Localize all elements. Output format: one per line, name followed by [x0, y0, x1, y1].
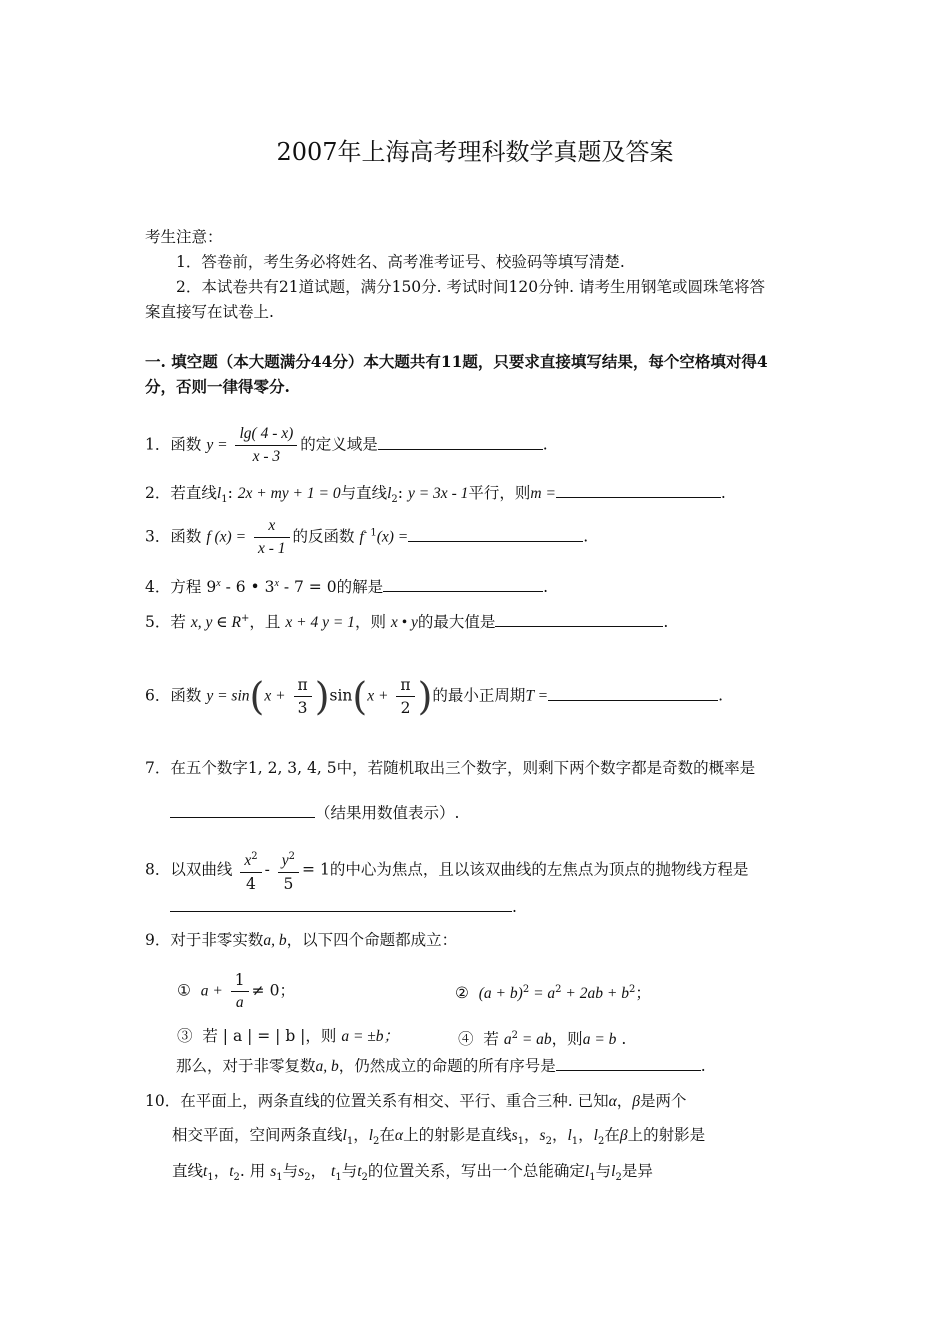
q8-fraction-1 — [240, 846, 261, 895]
q9-o3b: a = ±b； — [341, 1028, 400, 1045]
option-marker: ④ — [458, 1030, 474, 1049]
q3-text: 函数 — [170, 527, 202, 546]
q2-text: 若直线 — [170, 484, 217, 502]
q3-f: f — [359, 528, 364, 546]
q3-fraction — [254, 515, 290, 560]
q8-num1: x — [244, 852, 252, 870]
option-marker: ② — [455, 984, 469, 1003]
q9-final — [176, 1055, 706, 1078]
q10-s2: s — [539, 1127, 546, 1144]
q5-and: ，且 — [249, 613, 281, 632]
q2-l2-sub: 2 — [391, 494, 398, 506]
question-9 — [145, 929, 457, 952]
question-4 — [145, 573, 548, 598]
q10-line3b: . 用 — [239, 1162, 266, 1180]
answer-blank-5[interactable] — [495, 612, 663, 627]
q8-den1: 4 — [246, 875, 256, 894]
q5-end: . — [663, 613, 669, 632]
q10-alpha: α — [608, 1093, 617, 1110]
q4-eq3: - 7 = 0 — [278, 578, 337, 597]
q1-end: . — [542, 435, 548, 454]
question-8 — [145, 846, 748, 895]
q10-text: 在平面上，两条直线的位置关系有相交、平行、重合三种. 已知 — [180, 1092, 609, 1110]
question-6 — [145, 674, 723, 719]
answer-blank-2[interactable] — [556, 483, 721, 498]
q4-exp2: x — [274, 578, 279, 589]
q10-l2c-sub: 2 — [615, 1172, 622, 1184]
q6-sin2: sin — [329, 686, 353, 705]
q6-paren-close: ) — [314, 674, 330, 719]
q10-line3c: 的位置关系，写出一个总能确定 — [367, 1162, 585, 1180]
section-heading: 一. 填空题（本大题满分44分）本大题共有11题，只要求直接填写结果，每个空格填对得4 — [145, 352, 768, 371]
q10-l1b: l — [567, 1127, 572, 1144]
q9-o2c: + 2ab + b — [561, 985, 629, 1003]
q9-o1-den: a — [235, 994, 244, 1011]
q2-post: 平行，则 — [468, 484, 531, 502]
q10-t2: t — [229, 1163, 234, 1180]
question-number: 1． — [145, 435, 171, 454]
q10-line3a: 直线 — [172, 1162, 204, 1180]
q10-comma-7: ， — [310, 1162, 327, 1180]
q9-o1a: a + — [200, 982, 223, 1000]
q10-l2c: l — [611, 1163, 616, 1180]
q2-m: m = — [530, 485, 556, 502]
q10-l1-sub: 1 — [346, 1136, 354, 1148]
q9-o2d: ； — [635, 984, 651, 1003]
q5-post: 的最大值是 — [417, 613, 496, 632]
answer-blank-8[interactable] — [170, 897, 512, 912]
q9-o3a: 若 | a | = | b |，则 — [202, 1027, 337, 1045]
q1-fraction — [235, 423, 297, 468]
q10-l2: l — [368, 1127, 374, 1144]
q2-mid: 与直线 — [340, 484, 388, 502]
q10-l2-sub: 2 — [373, 1136, 380, 1148]
question-number: 8． — [145, 860, 171, 879]
q2-l1: l — [216, 485, 222, 502]
q9-o4c: = ab — [517, 1031, 552, 1049]
q6-den1: 3 — [297, 699, 308, 717]
q9-post: ，以下四个命题都成立： — [286, 931, 458, 949]
q9-o1-num: 1 — [231, 969, 249, 992]
question-number: 4． — [145, 578, 171, 597]
q1-denominator: x - 3 — [252, 448, 281, 465]
q10-s2c: s — [298, 1163, 305, 1180]
q8-minus: - — [264, 860, 270, 879]
q8-num2: y — [281, 852, 289, 870]
q6-end: . — [718, 686, 724, 705]
q9-o4d: ，则 — [551, 1030, 583, 1049]
q9-end: . — [700, 1057, 706, 1075]
q6-arg2: x + — [367, 687, 389, 705]
q9-option-3 — [177, 1025, 399, 1048]
q10-comma-3: ， — [524, 1126, 540, 1144]
q10-s1c: s — [270, 1163, 277, 1180]
q9-o4e: a = b — [582, 1031, 617, 1049]
q6-T: T = — [525, 687, 549, 705]
q2-colon: : — [227, 484, 233, 502]
q2-colon2: : — [397, 484, 404, 502]
q10-comma-6: ， — [213, 1162, 230, 1180]
q4-post: 的解是 — [336, 578, 384, 597]
q5-cond1: x, y ∈ R — [190, 614, 242, 632]
q9-sq-4: 2 — [511, 1030, 518, 1041]
q6-pi1: π — [294, 674, 312, 697]
q9-text: 对于非零实数 — [170, 931, 264, 949]
q3-fx2: (x) = — [376, 528, 409, 546]
q10-l1c: l — [584, 1163, 590, 1180]
q10-yu-3: 与 — [595, 1162, 612, 1180]
q6-fraction-1 — [294, 674, 312, 719]
answer-blank-1[interactable] — [378, 435, 543, 450]
q6-post: 的最小正周期 — [432, 686, 526, 705]
q9-option-4 — [458, 1025, 626, 1051]
q6-text: 函数 — [170, 686, 202, 705]
q10-line2b: 在 — [379, 1126, 395, 1144]
q9-sq-3: 2 — [628, 984, 636, 995]
q10-l1b-sub: 1 — [571, 1136, 579, 1148]
q10-t2c: t — [357, 1163, 362, 1180]
q10-yu-1: 与 — [282, 1162, 299, 1180]
q3-numerator: x — [254, 515, 290, 538]
answer-blank-6[interactable] — [548, 686, 718, 701]
question-number: 7． — [145, 759, 171, 777]
question-number: 3． — [145, 527, 171, 546]
q6-paren-open-2: ( — [352, 674, 368, 719]
q10-t2c-sub: 2 — [361, 1172, 368, 1184]
q1-text: 函数 — [170, 435, 202, 454]
q6-paren-open: ( — [249, 674, 265, 719]
q10-text-b: 是两个 — [639, 1092, 687, 1110]
q10-yu-2: 与 — [341, 1162, 358, 1180]
q10-t1-sub: 1 — [207, 1172, 214, 1184]
q4-eq2: - 6 • 3 — [220, 578, 275, 597]
option-marker: ① — [177, 981, 191, 1000]
q5-cond2: x + 4 y = 1 — [285, 614, 355, 632]
q10-comma-2: ， — [353, 1126, 369, 1144]
q1-numerator: lg( 4 - x) — [235, 423, 297, 446]
q10-comma-5: ， — [578, 1126, 594, 1144]
question-3 — [145, 515, 588, 560]
option-marker: ③ — [177, 1027, 193, 1045]
notice-item-1: 1．答卷前，考生务必将姓名、高考准考证号、校验码等填写清楚. — [176, 253, 625, 271]
q4-end: . — [543, 578, 549, 597]
question-10-line-2 — [172, 1124, 705, 1153]
question-number: 9． — [145, 931, 171, 949]
question-7-cont — [170, 802, 459, 824]
q8-sq1: 2 — [251, 851, 258, 862]
q10-s1: s — [511, 1127, 518, 1144]
q2-end: . — [720, 484, 726, 502]
question-8-cont — [170, 896, 517, 918]
question-1 — [145, 423, 548, 468]
q9-o4a: 若 — [483, 1030, 499, 1049]
q6-y: y = sin — [206, 687, 250, 705]
q6-paren-close-2: ) — [417, 674, 433, 719]
question-10-line-3 — [172, 1160, 653, 1189]
q10-comma: ， — [616, 1092, 633, 1110]
q9-o4b: a — [503, 1031, 512, 1049]
q5-then: ，则 — [354, 613, 386, 632]
q10-line2d: 上的射影是 — [627, 1126, 706, 1144]
q5-expr: x • y — [390, 614, 418, 632]
question-number: 10． — [145, 1092, 181, 1110]
q3-denominator: x - 1 — [257, 540, 286, 557]
q10-l2b: l — [593, 1127, 598, 1144]
q3-fx: f (x) = — [206, 528, 247, 546]
answer-blank-9[interactable] — [556, 1056, 701, 1071]
q8-eq: = 1 — [302, 860, 330, 879]
q9-sq-1: 2 — [522, 984, 530, 995]
q10-s2c-sub: 2 — [304, 1172, 311, 1184]
q9-option-2 — [455, 979, 651, 1005]
answer-blank-3[interactable] — [408, 527, 583, 542]
notice-heading: 考生注意： — [145, 228, 223, 246]
q8-fraction-2 — [278, 846, 299, 895]
q5-plus: + — [241, 613, 250, 624]
q10-alpha-2: α — [394, 1127, 404, 1144]
q10-t1c-sub: 1 — [335, 1172, 342, 1184]
answer-blank-4[interactable] — [383, 577, 543, 592]
question-7 — [145, 757, 755, 779]
q8-text: 以双曲线 — [170, 860, 233, 879]
q10-t1: t — [203, 1163, 208, 1180]
q9-sq-2: 2 — [555, 984, 562, 995]
question-10 — [145, 1090, 687, 1113]
q6-pi2: π — [396, 674, 414, 697]
q9-fraction — [231, 969, 249, 1014]
q8-post: 的中心为焦点，且以该双曲线的左焦点为顶点的抛物线方程是 — [329, 860, 749, 879]
q4-text: 方程 — [170, 578, 202, 597]
notice-item-2: 2．本试卷共有21道试题，满分150分. 考试时间120分钟. 请考生用钢笔或圆珠笔将答 — [176, 278, 765, 296]
q8-sq2: 2 — [288, 851, 296, 862]
q2-l1-sub: 1 — [221, 494, 228, 506]
q2-eq2: y = 3x - 1 — [407, 485, 469, 502]
q7-text: 在五个数字1, 2, 3, 4, 5中，若随机取出三个数字，则剩下两个数字都是奇数的概率是 — [170, 759, 756, 777]
q10-comma-4: ， — [551, 1126, 568, 1144]
q10-l1c-sub: 1 — [589, 1172, 596, 1184]
q2-l2: l — [387, 485, 392, 502]
q2-eq1: 2x + my + 1 = 0 — [237, 485, 341, 502]
q3-inverse: - 1 — [363, 527, 377, 539]
q1-y: y = — [206, 436, 228, 454]
q10-l2b-sub: 2 — [597, 1136, 605, 1148]
q9-option-1 — [177, 969, 295, 1014]
q6-fraction-2 — [396, 674, 414, 719]
q10-s2-sub: 2 — [545, 1136, 552, 1148]
notice-item-2-cont: 案直接写在试卷上. — [145, 303, 274, 321]
q10-t2-sub: 2 — [233, 1172, 240, 1184]
question-number: 5． — [145, 613, 171, 632]
question-5 — [145, 608, 668, 634]
q6-den2: 2 — [400, 699, 411, 717]
q9-o1b: ≠ 0； — [251, 981, 295, 1000]
q8-end: . — [512, 898, 517, 916]
q9-final-vars: a, b — [315, 1058, 339, 1075]
q8-den2: 5 — [283, 875, 294, 894]
q9-o2b: = a — [529, 985, 556, 1003]
q4-eq: 9 — [206, 578, 217, 597]
q10-t1c: t — [331, 1163, 336, 1180]
q9-dot: . — [621, 1030, 627, 1049]
q3-mid: 的反函数 — [292, 527, 355, 546]
q1-post: 的定义域是 — [300, 435, 378, 454]
q10-l1: l — [342, 1127, 347, 1144]
answer-blank-7[interactable] — [170, 803, 315, 818]
q9-o2a: (a + b) — [478, 985, 523, 1003]
q6-arg1: x + — [264, 687, 286, 705]
q10-line3d: 是异 — [621, 1162, 653, 1180]
q10-line2c: 上的射影是直线 — [403, 1126, 512, 1144]
question-number: 6． — [145, 686, 171, 705]
q9-final-text-2: ，仍然成立的命题的所有序号是 — [338, 1057, 556, 1075]
q5-text: 若 — [170, 613, 186, 632]
q7-text-2: （结果用数值表示）. — [315, 804, 460, 822]
q10-beta-2: β — [619, 1127, 628, 1144]
page-title: 2007年上海高考理科数学真题及答案 — [276, 138, 674, 166]
q10-s1-sub: 1 — [517, 1136, 524, 1148]
q3-end: . — [583, 527, 589, 546]
q10-line2a: 相交平面，空间两条直线 — [172, 1126, 343, 1144]
q9-vars: a, b — [263, 932, 287, 949]
question-2 — [145, 482, 726, 511]
q4-exp1: x — [216, 578, 221, 589]
q10-s1c-sub: 1 — [276, 1172, 283, 1184]
q9-final-text: 那么，对于非零复数 — [176, 1057, 316, 1075]
question-number: 2． — [145, 484, 171, 502]
q10-beta: β — [632, 1093, 640, 1110]
q10-line2b-2: 在 — [604, 1126, 620, 1144]
section-heading-cont: 分，否则一律得零分. — [145, 377, 290, 396]
